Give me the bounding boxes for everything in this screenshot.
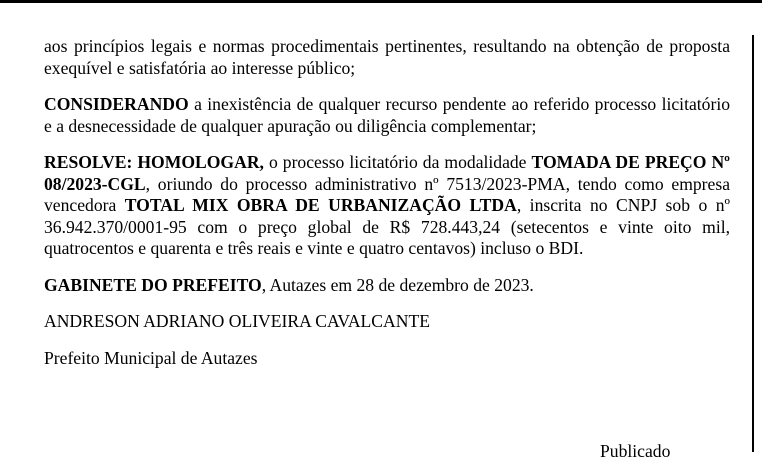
resolve-text-3: , inscrita no CNPJ sob o nº 36.942.370/0001-95 com o preço global de R$ 728.443,24 (setecentos e vinte oito mil, quatrocentos e quarenta e três reais e vinte e quatro centavos) incluso o BDI. — [44, 195, 730, 258]
publicado-cutoff-text: Publicado — [600, 441, 671, 461]
paragraph-principles — [44, 36, 730, 79]
signatory-role-text: Prefeito Municipal de Autazes — [44, 347, 258, 368]
paragraph-resolve — [44, 152, 730, 260]
considerando-text: a inexistência de qualquer recurso pendente ao referido processo licitatório e a desnecessidade de qualquer apuração ou diligência complementar; — [44, 94, 730, 136]
paragraph-principles-text: aos princípios legais e normas procedimentais pertinentes, resultando na obtenção de proposta exequível e satisfatória ao interesse público; — [44, 36, 730, 78]
document-body — [44, 36, 730, 384]
winning-company-name: TOTAL MIX OBRA DE URBANIZAÇÃO LTDA — [124, 195, 517, 215]
signatory-name — [44, 311, 730, 333]
resolve-text-2: , oriundo do processo administrativo nº 7513/2023-PMA, tendo como empresa vencedora — [44, 173, 730, 215]
gabinete-heading: GABINETE DO PREFEITO — [44, 274, 262, 295]
signatory-name-text: ANDRESON ADRIANO OLIVEIRA CAVALCANTE — [44, 311, 430, 331]
resolve-text-1: o processo licitatório da modalidade — [263, 152, 532, 172]
paragraph-gabinete — [44, 275, 730, 297]
top-border-rule — [0, 0, 762, 3]
signatory-role — [44, 348, 730, 370]
paragraph-considerando — [44, 94, 730, 137]
resolve-heading: RESOLVE: HOMOLOGAR, — [44, 152, 264, 172]
considerando-heading: CONSIDERANDO — [44, 94, 189, 114]
gabinete-date-text: , Autazes em 28 de dezembro de 2023. — [261, 274, 534, 295]
tomada-de-preco-ref: TOMADA DE PREÇO Nº 08/2023-CGL — [44, 152, 730, 194]
right-border-rule — [752, 35, 754, 452]
